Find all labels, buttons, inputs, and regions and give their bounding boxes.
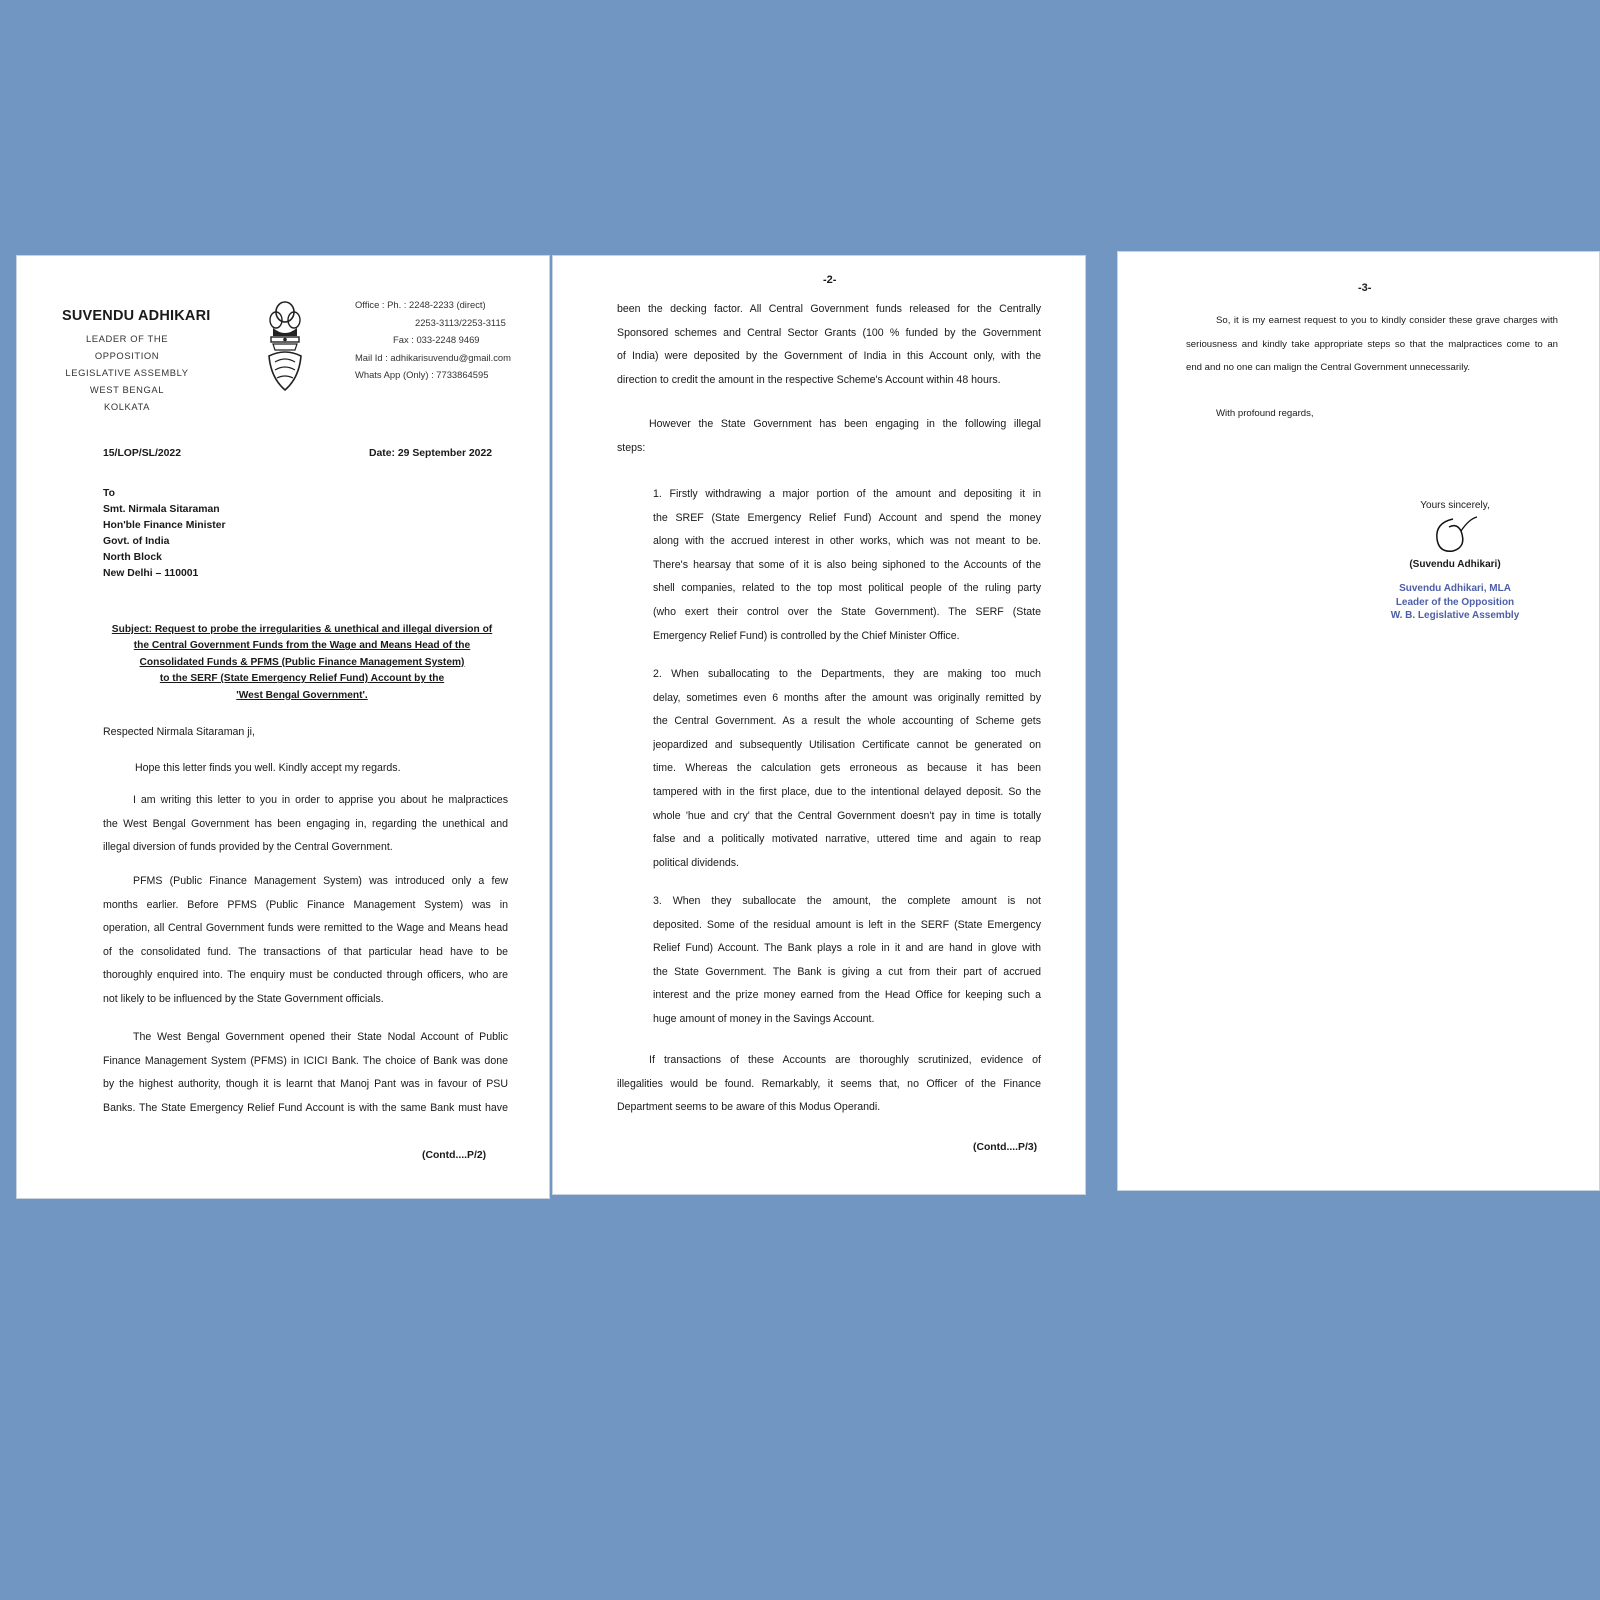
reference-number: 15/LOP/SL/2022 — [103, 448, 181, 459]
paragraph-steps-intro — [617, 413, 1041, 460]
text-line: 2. When suballocating to the Departments, they are making too much — [653, 668, 1041, 680]
letterhead-line: KOLKATA — [103, 401, 151, 412]
text-line: by the highest authority, though it is learnt that Manoj Pant was in favour of PSU — [103, 1078, 508, 1091]
address-line: To — [103, 488, 115, 499]
letter-page-1 — [17, 256, 549, 1198]
text-line: the West Bengal Government has been engaging in, regarding the unethical and — [103, 817, 508, 830]
text-line: PFMS (Public Finance Management System) was introduced only a few — [133, 875, 508, 887]
official-stamp — [1380, 582, 1530, 623]
list-item-3 — [653, 890, 1041, 1032]
text-line: If transactions of these Accounts are thoroughly scrutinized, evidence of — [649, 1054, 1041, 1066]
letterhead-name: SUVENDU ADHIKARI — [62, 308, 211, 324]
letterhead-line: LEGISLATIVE ASSEMBLY — [65, 367, 189, 378]
text-line: been the decking factor. All Central Government funds released for the Centrally — [617, 303, 1041, 315]
contact-line: Whats App (Only) : 7733864595 — [355, 369, 489, 381]
contact-line: Mail Id : adhikarisuvendu@gmail.com — [355, 351, 511, 363]
stamp-line: Suvendu Adhikari, MLA — [1399, 583, 1511, 594]
text-line: illegalities would be found. Remarkably, it seems that, no Officer of the Finance — [617, 1077, 1041, 1090]
text-line: political dividends. — [653, 856, 739, 869]
letterhead-contact — [355, 296, 540, 384]
stamp-line: W. B. Legislative Assembly — [1390, 610, 1520, 621]
letter-page-2 — [553, 256, 1085, 1194]
text-line: steps: — [617, 441, 646, 454]
text-line: end and no one can malign the Central Government unnecessarily. — [1186, 362, 1471, 374]
text-line: Relief Fund) Account. The Bank plays a role in it and are hand in glove with — [653, 942, 1041, 955]
contact-line: Fax : 033-2248 9469 — [393, 334, 480, 346]
text-line: direction to credit the amount in the respective Scheme's Account within 48 hours. — [617, 373, 1001, 386]
text-line: the Central Government. As a result the whole accounting of Scheme gets — [653, 715, 1041, 728]
text-line: the SREF (State Emergency Relief Fund) Account and spend the money — [653, 511, 1041, 524]
address-line: Hon'ble Finance Minister — [103, 520, 226, 531]
recipient-address — [103, 486, 226, 582]
text-line: Emergency Relief Fund) is controlled by the Chief Minister Office. — [653, 629, 960, 642]
letter-date: Date: 29 September 2022 — [369, 448, 493, 459]
text-line: deposited. Some of the residual amount is left in the SERF (State Emergency — [653, 918, 1041, 931]
text-line: whole 'hue and cry' that the Central Government doesn't pay in time is totally — [653, 809, 1041, 822]
text-line: illegal diversion of funds provided by the Central Government. — [103, 841, 393, 854]
text-line: So, it is my earnest request to you to kindly consider these grave charges with — [1216, 315, 1558, 326]
text-line: not likely to be influenced by the State Government officials. — [103, 992, 384, 1005]
closing-regards: With profound regards, — [1216, 408, 1314, 419]
text-line: seriousness and kindly take appropriate steps so that the malpractices come to an — [1186, 338, 1558, 350]
text-line: of India) were deposited by the Government of India in this Account only, with the — [617, 350, 1041, 363]
salutation: Respected Nirmala Sitaraman ji, — [103, 726, 255, 738]
signature-block — [1380, 500, 1530, 623]
list-item-1 — [653, 483, 1041, 648]
page-number: -2- — [823, 274, 837, 286]
address-line: Govt. of India — [103, 536, 170, 547]
text-line: There's hearsay that some of it is also being siphoned to the Accounts of the — [653, 558, 1041, 571]
contact-line: 2253-3113/2253-3115 — [415, 316, 506, 328]
national-emblem-icon — [265, 298, 305, 398]
text-line: Finance Management System (PFMS) in ICICI Bank. The choice of Bank was done — [103, 1054, 508, 1067]
list-item-2 — [653, 663, 1041, 875]
letter-subject — [87, 622, 517, 704]
text-line: time. Whereas the calculation gets erroneous as because it has been — [653, 762, 1041, 775]
letterhead-titles — [57, 330, 197, 415]
text-line: Department seems to be aware of this Modus Operandi. — [617, 1101, 881, 1114]
paragraph-3 — [103, 1026, 508, 1120]
text-line: The West Bengal Government opened their State Nodal Account of Public — [133, 1031, 508, 1043]
text-line: interest and the prize money earned from the Head Office for keeping such a — [653, 989, 1041, 1002]
paragraph-continued — [617, 298, 1041, 392]
greeting: Hope this letter finds you well. Kindly accept my regards. — [135, 762, 401, 774]
text-line: thoroughly enquired into. The enquiry must be conducted through officers, who are — [103, 969, 508, 982]
subject-line: 'West Bengal Government'. — [236, 689, 368, 701]
text-line: jeopardized and subsequently Utilisation Certificate cannot be generated on — [653, 738, 1041, 751]
letterhead-line: WEST BENGAL — [89, 384, 165, 395]
text-line: Sponsored schemes and Central Sector Grants (100 % funded by the Government — [617, 326, 1041, 339]
address-line: New Delhi – 110001 — [103, 568, 199, 579]
subject-line: to the SERF (State Emergency Relief Fund) Account by the — [159, 673, 445, 685]
text-line: tampered with in the first place, due to the intentional delayed deposit. So the — [653, 785, 1041, 798]
letterhead-line: LEADER OF THE OPPOSITION — [85, 333, 169, 361]
text-line: operation, all Central Government funds were remitted to the Wage and Means head — [103, 922, 508, 935]
page-number: -3- — [1358, 282, 1372, 294]
paragraph-1 — [103, 789, 508, 860]
text-line: However the State Government has been engaging in the following illegal — [649, 418, 1041, 430]
yours-sincerely: Yours sincerely, — [1420, 500, 1490, 511]
text-line: months earlier. Before PFMS (Public Finance Management System) was in — [103, 898, 508, 911]
text-line: shell companies, related to the top most political people of the ruling party — [653, 582, 1041, 595]
subject-line: Consolidated Funds & PFMS (Public Finance Management System) — [139, 656, 465, 668]
paragraph-request — [1186, 309, 1558, 380]
signature-icon — [1425, 513, 1485, 557]
text-line: along with the accrued interest in other works, which was not meant to be. — [653, 535, 1041, 548]
text-line: I am writing this letter to you in order to apprise you about he malpractices — [133, 794, 508, 806]
continued-marker: (Contd....P/2) — [422, 1150, 487, 1161]
paragraph-2 — [103, 870, 508, 1012]
text-line: Banks. The State Emergency Relief Fund Account is with the same Bank must have — [103, 1101, 508, 1114]
contact-line: Office : Ph. : 2248-2233 (direct) — [355, 299, 486, 310]
address-line: North Block — [103, 552, 162, 563]
subject-line: the Central Government Funds from the Wage and Means Head of the — [133, 640, 471, 652]
stamp-line: Leader of the Opposition — [1395, 596, 1515, 608]
text-line: false and a politically motivated narrative, uttered time and again to reap — [653, 833, 1041, 846]
text-line: 3. When they suballocate the amount, the complete amount is not — [653, 895, 1041, 907]
text-line: 1. Firstly withdrawing a major portion of the amount and depositing it in — [653, 488, 1041, 500]
paragraph-conclusion — [617, 1049, 1041, 1120]
text-line: (who exert their control over the State Government). The SERF (State — [653, 605, 1041, 618]
subject-line: Subject: Request to probe the irregularities & unethical and illegal diversion of — [111, 624, 493, 635]
text-line: of the consolidated fund. The transactions of that particular head have to be — [103, 945, 508, 958]
signatory-name: (Suvendu Adhikari) — [1409, 559, 1501, 570]
text-line: delay, sometimes even 6 months after the amount was originally remitted by — [653, 691, 1041, 704]
continued-marker: (Contd....P/3) — [973, 1142, 1038, 1153]
text-line: the State Government. The Bank is giving a cut from their part of accrued — [653, 965, 1041, 978]
text-line: huge amount of money in the Savings Account. — [653, 1012, 875, 1025]
address-line: Smt. Nirmala Sitaraman — [103, 504, 220, 515]
letter-page-3 — [1118, 252, 1599, 1190]
